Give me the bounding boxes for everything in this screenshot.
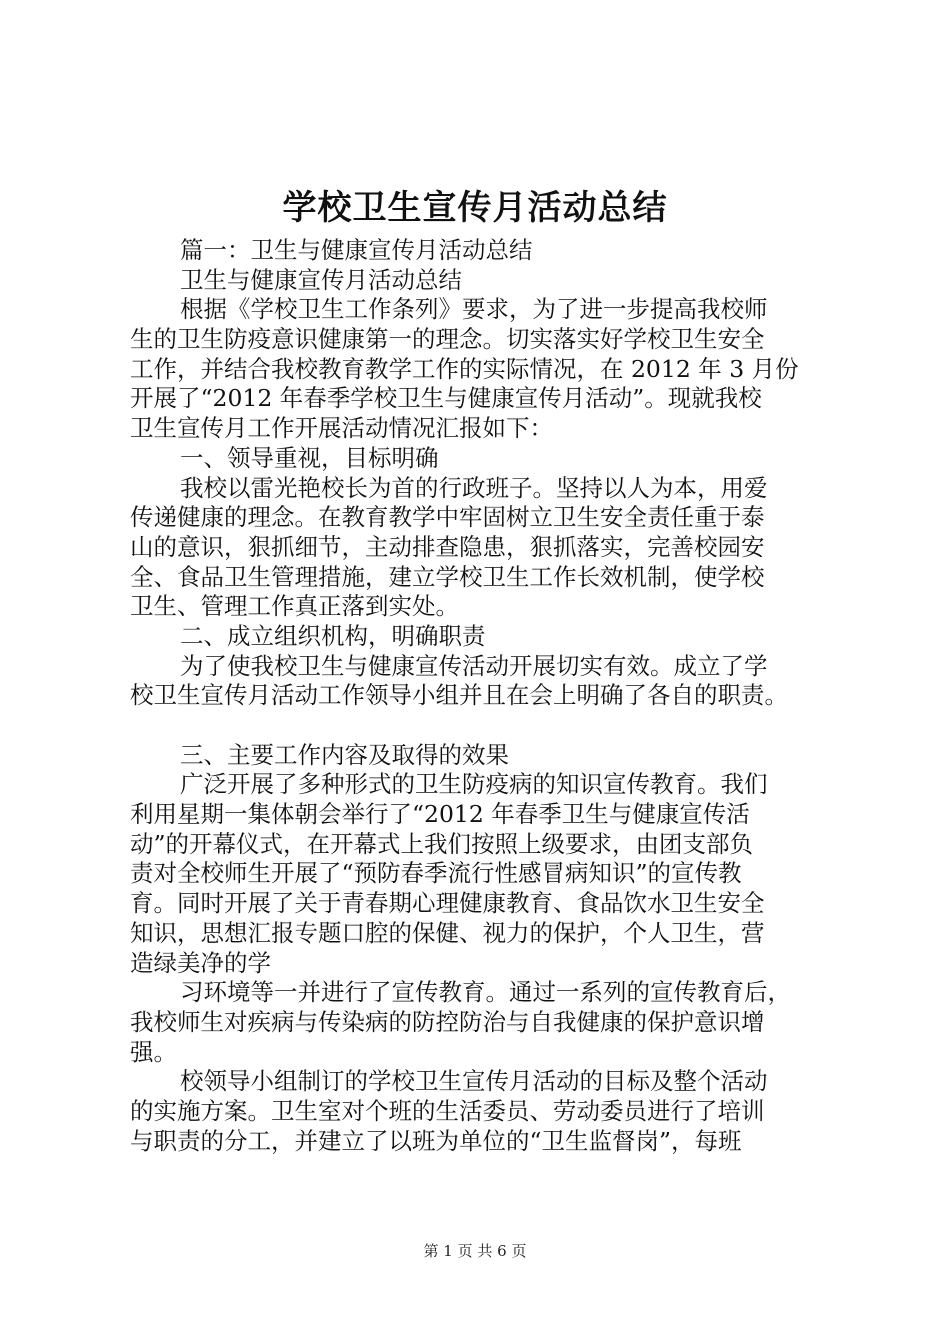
paragraph-line: 与职责的分工，并建立了以班为单位的“卫生监督岗”，每班 — [130, 1126, 742, 1155]
paragraph-line: 为了使我校卫生与健康宣传活动开展切实有效。成立了学 — [180, 651, 768, 680]
document-title: 学校卫生宣传月活动总结 — [282, 188, 668, 228]
document-body — [130, 236, 830, 1156]
paragraph-line: 全、食品卫生管理措施，建立学校卫生工作长效机制，使学校 — [130, 562, 765, 591]
paragraph-line: 强。 — [130, 1037, 177, 1066]
blank-line — [130, 711, 830, 741]
paragraph-line: 我校以雷光艳校长为首的行政班子。坚持以人为本，用爱 — [180, 473, 768, 502]
paragraph-line: 开展了“2012 年春季学校卫生与健康宣传月活动”。现就我校 — [130, 384, 762, 413]
paragraph-line: 校领导小组制订的学校卫生宣传月活动的目标及整个活动 — [180, 1067, 768, 1096]
paragraph-line: 造绿美净的学 — [130, 948, 271, 977]
subheading: 卫生与健康宣传月活动总结 — [180, 265, 462, 294]
paragraph-line: 工作，并结合我校教育教学工作的实际情况，在 2012 年 3 月份 — [130, 354, 799, 383]
paragraph-line: 广泛开展了多种形式的卫生防疫病的知识宣传教育。我们 — [180, 770, 768, 799]
paragraph-line: 生的卫生防疫意识健康第一的理念。切实落实好学校卫生安全 — [130, 325, 765, 354]
section-heading: 一、领导重视，目标明确 — [180, 443, 439, 472]
paragraph-line: 知识，思想汇报专题口腔的保健、视力的保护，个人卫生，营 — [130, 918, 765, 947]
paragraph-line: 校卫生宣传月活动工作领导小组并且在会上明确了各自的职责。 — [130, 681, 788, 710]
paragraph-line: 卫生、管理工作真正落到实处。 — [130, 592, 459, 621]
paragraph-line: 的实施方案。卫生室对个班的生活委员、劳动委员进行了培训 — [130, 1096, 765, 1125]
paragraph-line: 卫生宣传月工作开展活动情况汇报如下： — [130, 414, 553, 443]
paragraph-line: 习环境等一并进行了宣传教育。通过一系列的宣传教育后， — [180, 978, 791, 1007]
section-heading: 三、主要工作内容及取得的效果 — [180, 740, 509, 769]
paragraph-line: 动”的开幕仪式，在开幕式上我们按照上级要求，由团支部负 — [130, 829, 754, 858]
paragraph-line: 山的意识，狠抓细节，主动排查隐患，狠抓落实，完善校园安 — [130, 532, 765, 561]
paragraph-line: 责对全校师生开展了“预防春季流行性感冒病知识”的宣传教 — [130, 859, 742, 888]
page-footer: 第 1 页 共 6 页 — [423, 1242, 527, 1260]
section-heading: 篇一：卫生与健康宣传月活动总结 — [180, 236, 533, 264]
section-heading: 二、成立组织机构，明确职责 — [180, 621, 486, 650]
paragraph-line: 根据《学校卫生工作条列》要求，为了进一步提高我校师 — [180, 295, 768, 324]
paragraph-line: 育。同时开展了关于青春期心理健康教育、食品饮水卫生安全 — [130, 889, 765, 918]
paragraph-line: 我校师生对疾病与传染病的防控防治与自我健康的保护意识增 — [130, 1007, 765, 1036]
paragraph-line: 传递健康的理念。在教育教学中牢固树立卫生安全责任重于泰 — [130, 503, 765, 532]
paragraph-line: 利用星期一集体朝会举行了“2012 年春季卫生与健康宣传活 — [130, 800, 750, 829]
